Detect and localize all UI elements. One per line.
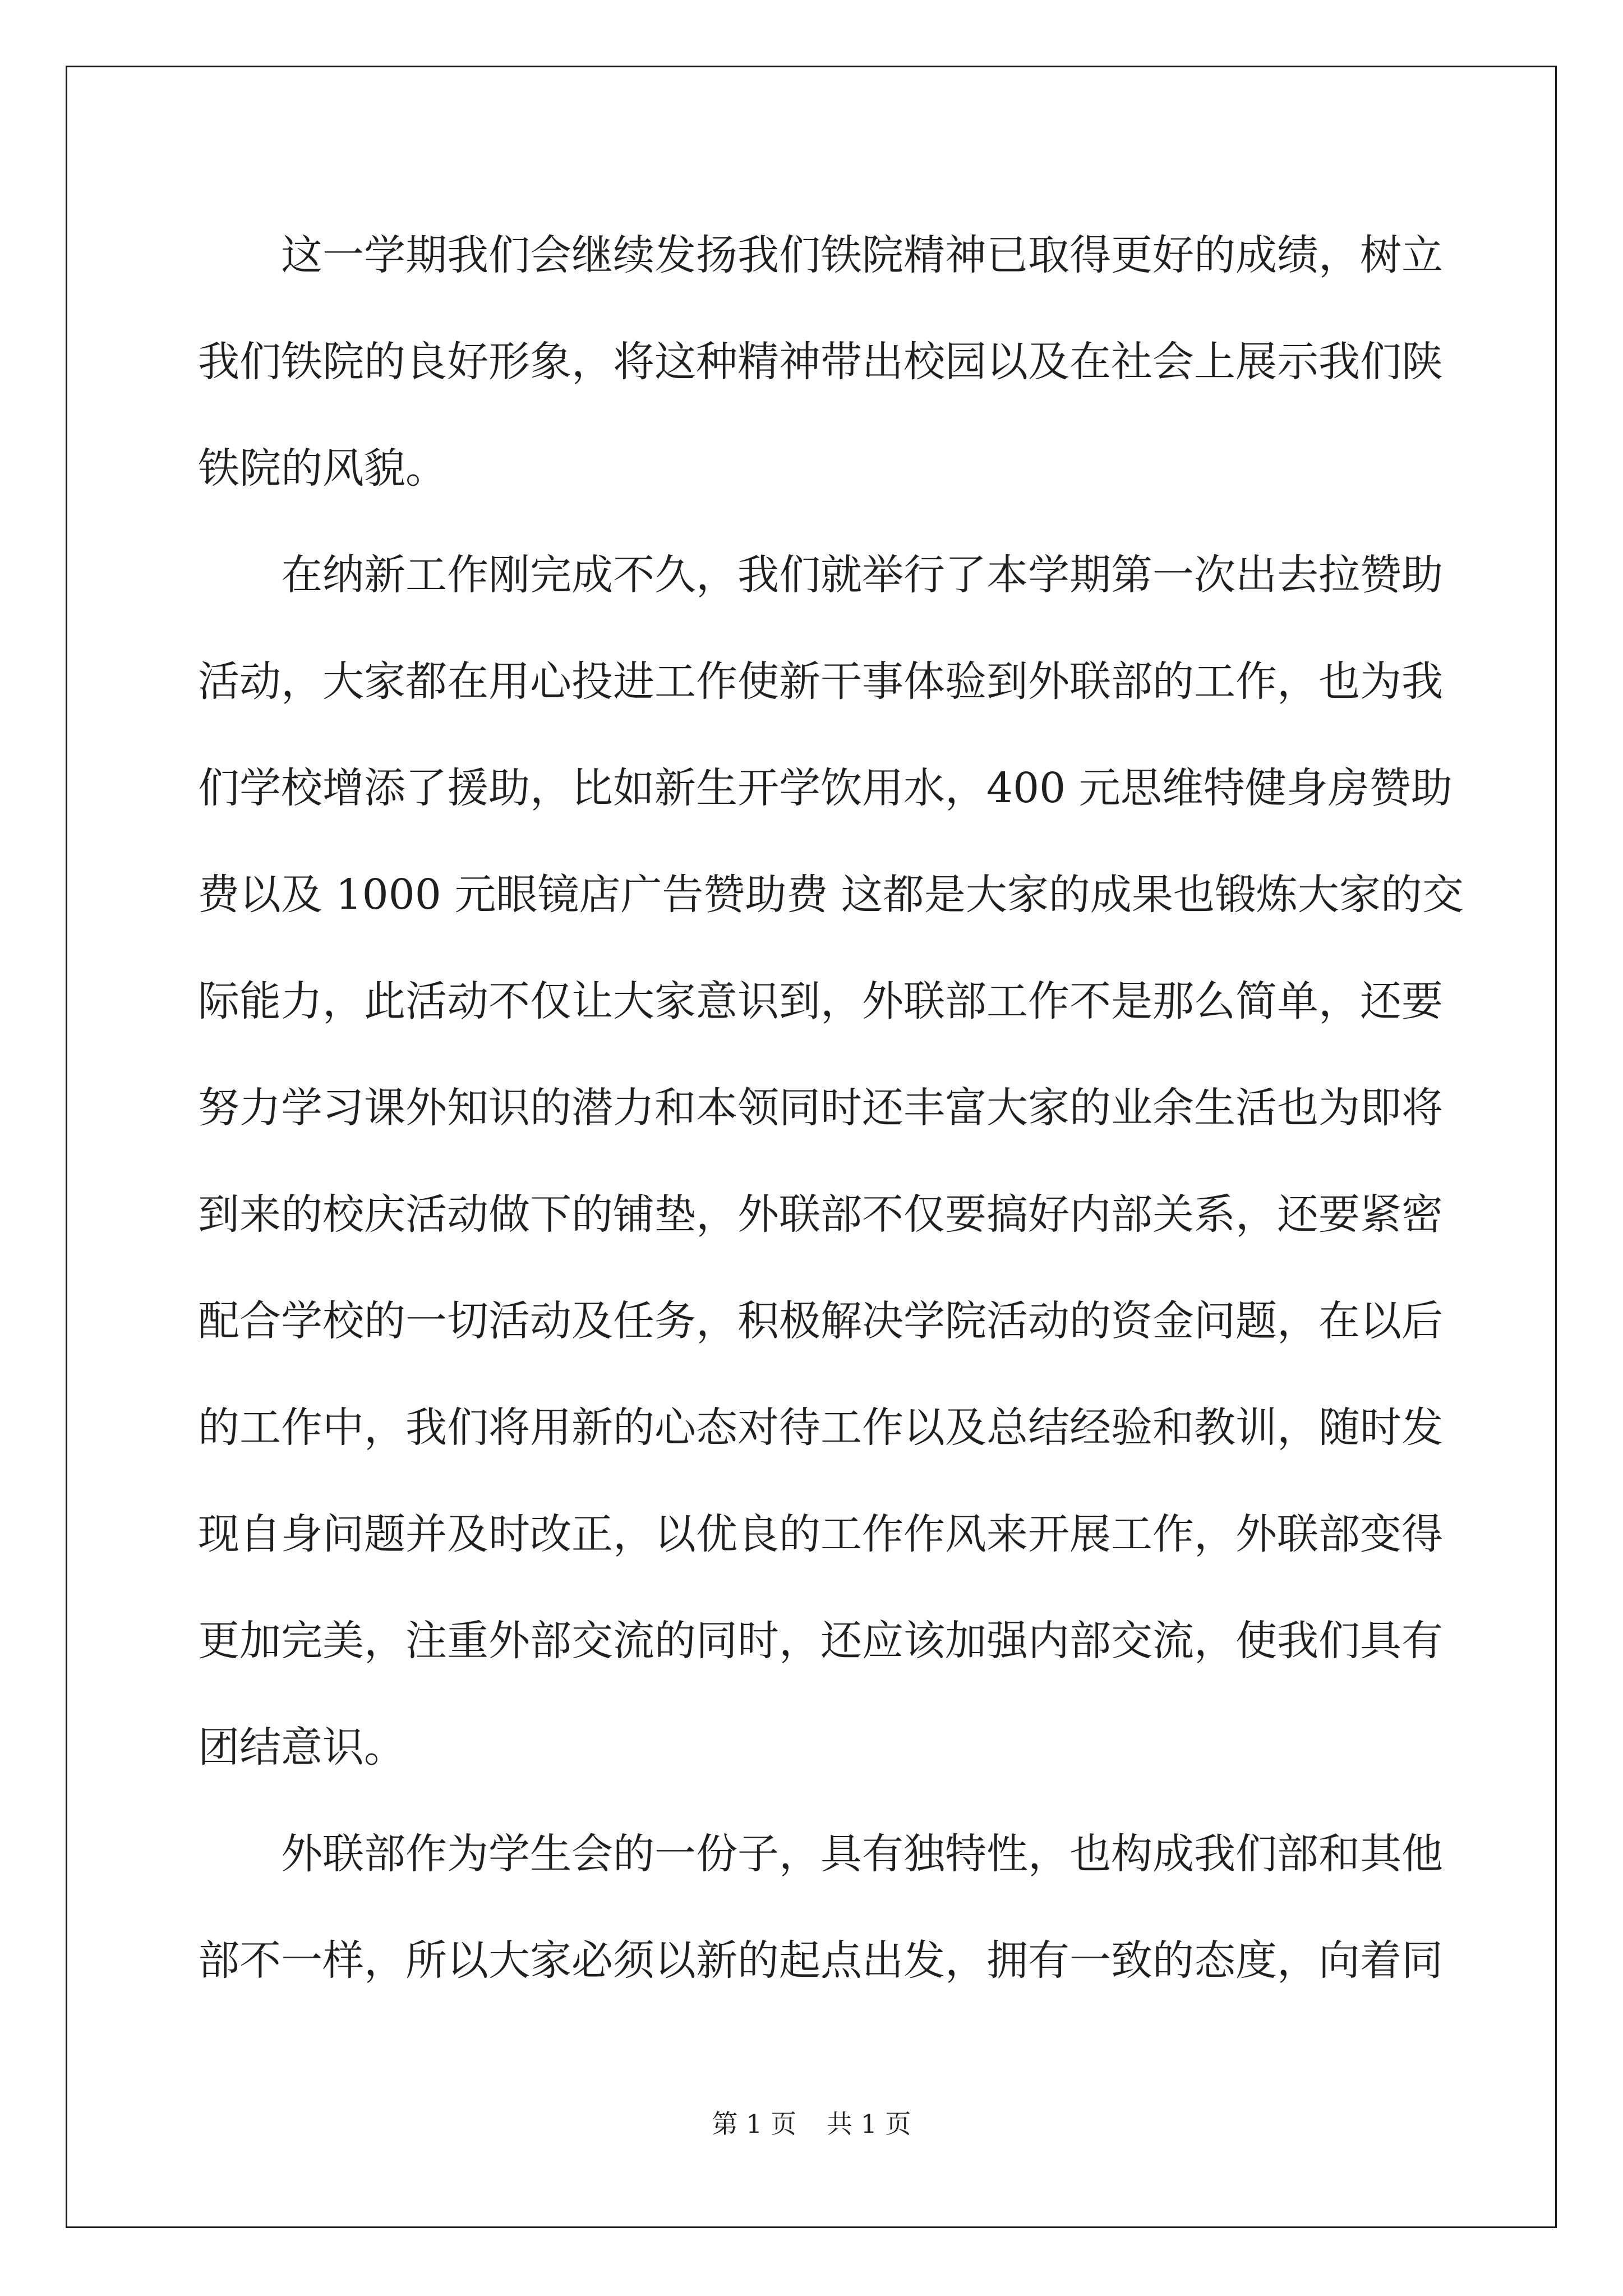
paragraph-1-line-1: 这一学期我们会继续发扬我们铁院精神已取得更好的成绩，树立 xyxy=(281,231,1443,279)
paragraph-2-line-11: 更加完美，注重外部交流的同时，还应该加强内部交流，使我们具有 xyxy=(198,1617,1443,1665)
paragraph-2-line-4: 费以及 1000 元眼镜店广告赞助费 这都是大家的成果也锻炼大家的交 xyxy=(198,871,1464,919)
paragraph-1-line-3: 铁院的风貌。 xyxy=(198,444,447,493)
paragraph-3-line-2: 部不一样，所以大家必须以新的起点出发，拥有一致的态度，向着同 xyxy=(198,1936,1443,1985)
page-footer xyxy=(0,2104,1623,2141)
document-body xyxy=(198,202,1464,2014)
paragraph-2-line-8: 配合学校的一切活动及任务，积极解决学院活动的资金问题，在以后 xyxy=(198,1297,1443,1345)
paragraph-2-line-7: 到来的校庆活动做下的铺垫，外联部不仅要搞好内部关系，还要紧密 xyxy=(198,1190,1443,1239)
page-number-total: 共 1 页 xyxy=(827,2109,911,2139)
paragraph-2-line-10: 现自身问题并及时改正，以优良的工作作风来开展工作，外联部变得 xyxy=(198,1510,1443,1558)
paragraph-2-line-5: 际能力，此活动不仅让大家意识到，外联部工作不是那么简单，还要 xyxy=(198,977,1443,1025)
paragraph-2-line-3: 们学校增添了援助，比如新生开学饮用水，400 元思维特健身房赞助 xyxy=(198,764,1453,812)
paragraph-2-line-12: 团结意识。 xyxy=(198,1723,405,1772)
paragraph-2-line-1: 在纳新工作刚完成不久，我们就举行了本学期第一次出去拉赞助 xyxy=(281,551,1443,599)
paragraph-2-line-2: 活动，大家都在用心投进工作使新干事体验到外联部的工作，也为我 xyxy=(198,657,1443,706)
paragraph-2-line-6: 努力学习课外知识的潜力和本领同时还丰富大家的业余生活也为即将 xyxy=(198,1084,1443,1132)
paragraph-2-line-9: 的工作中，我们将用新的心态对待工作以及总结经验和教训，随时发 xyxy=(198,1404,1443,1452)
paragraph-3-line-1: 外联部作为学生会的一份子，具有独特性，也构成我们部和其他 xyxy=(281,1830,1443,1878)
paragraph-1-line-2: 我们铁院的良好形象，将这种精神带出校园以及在社会上展示我们陕 xyxy=(198,338,1443,386)
page-number-current: 第 1 页 xyxy=(712,2109,796,2139)
